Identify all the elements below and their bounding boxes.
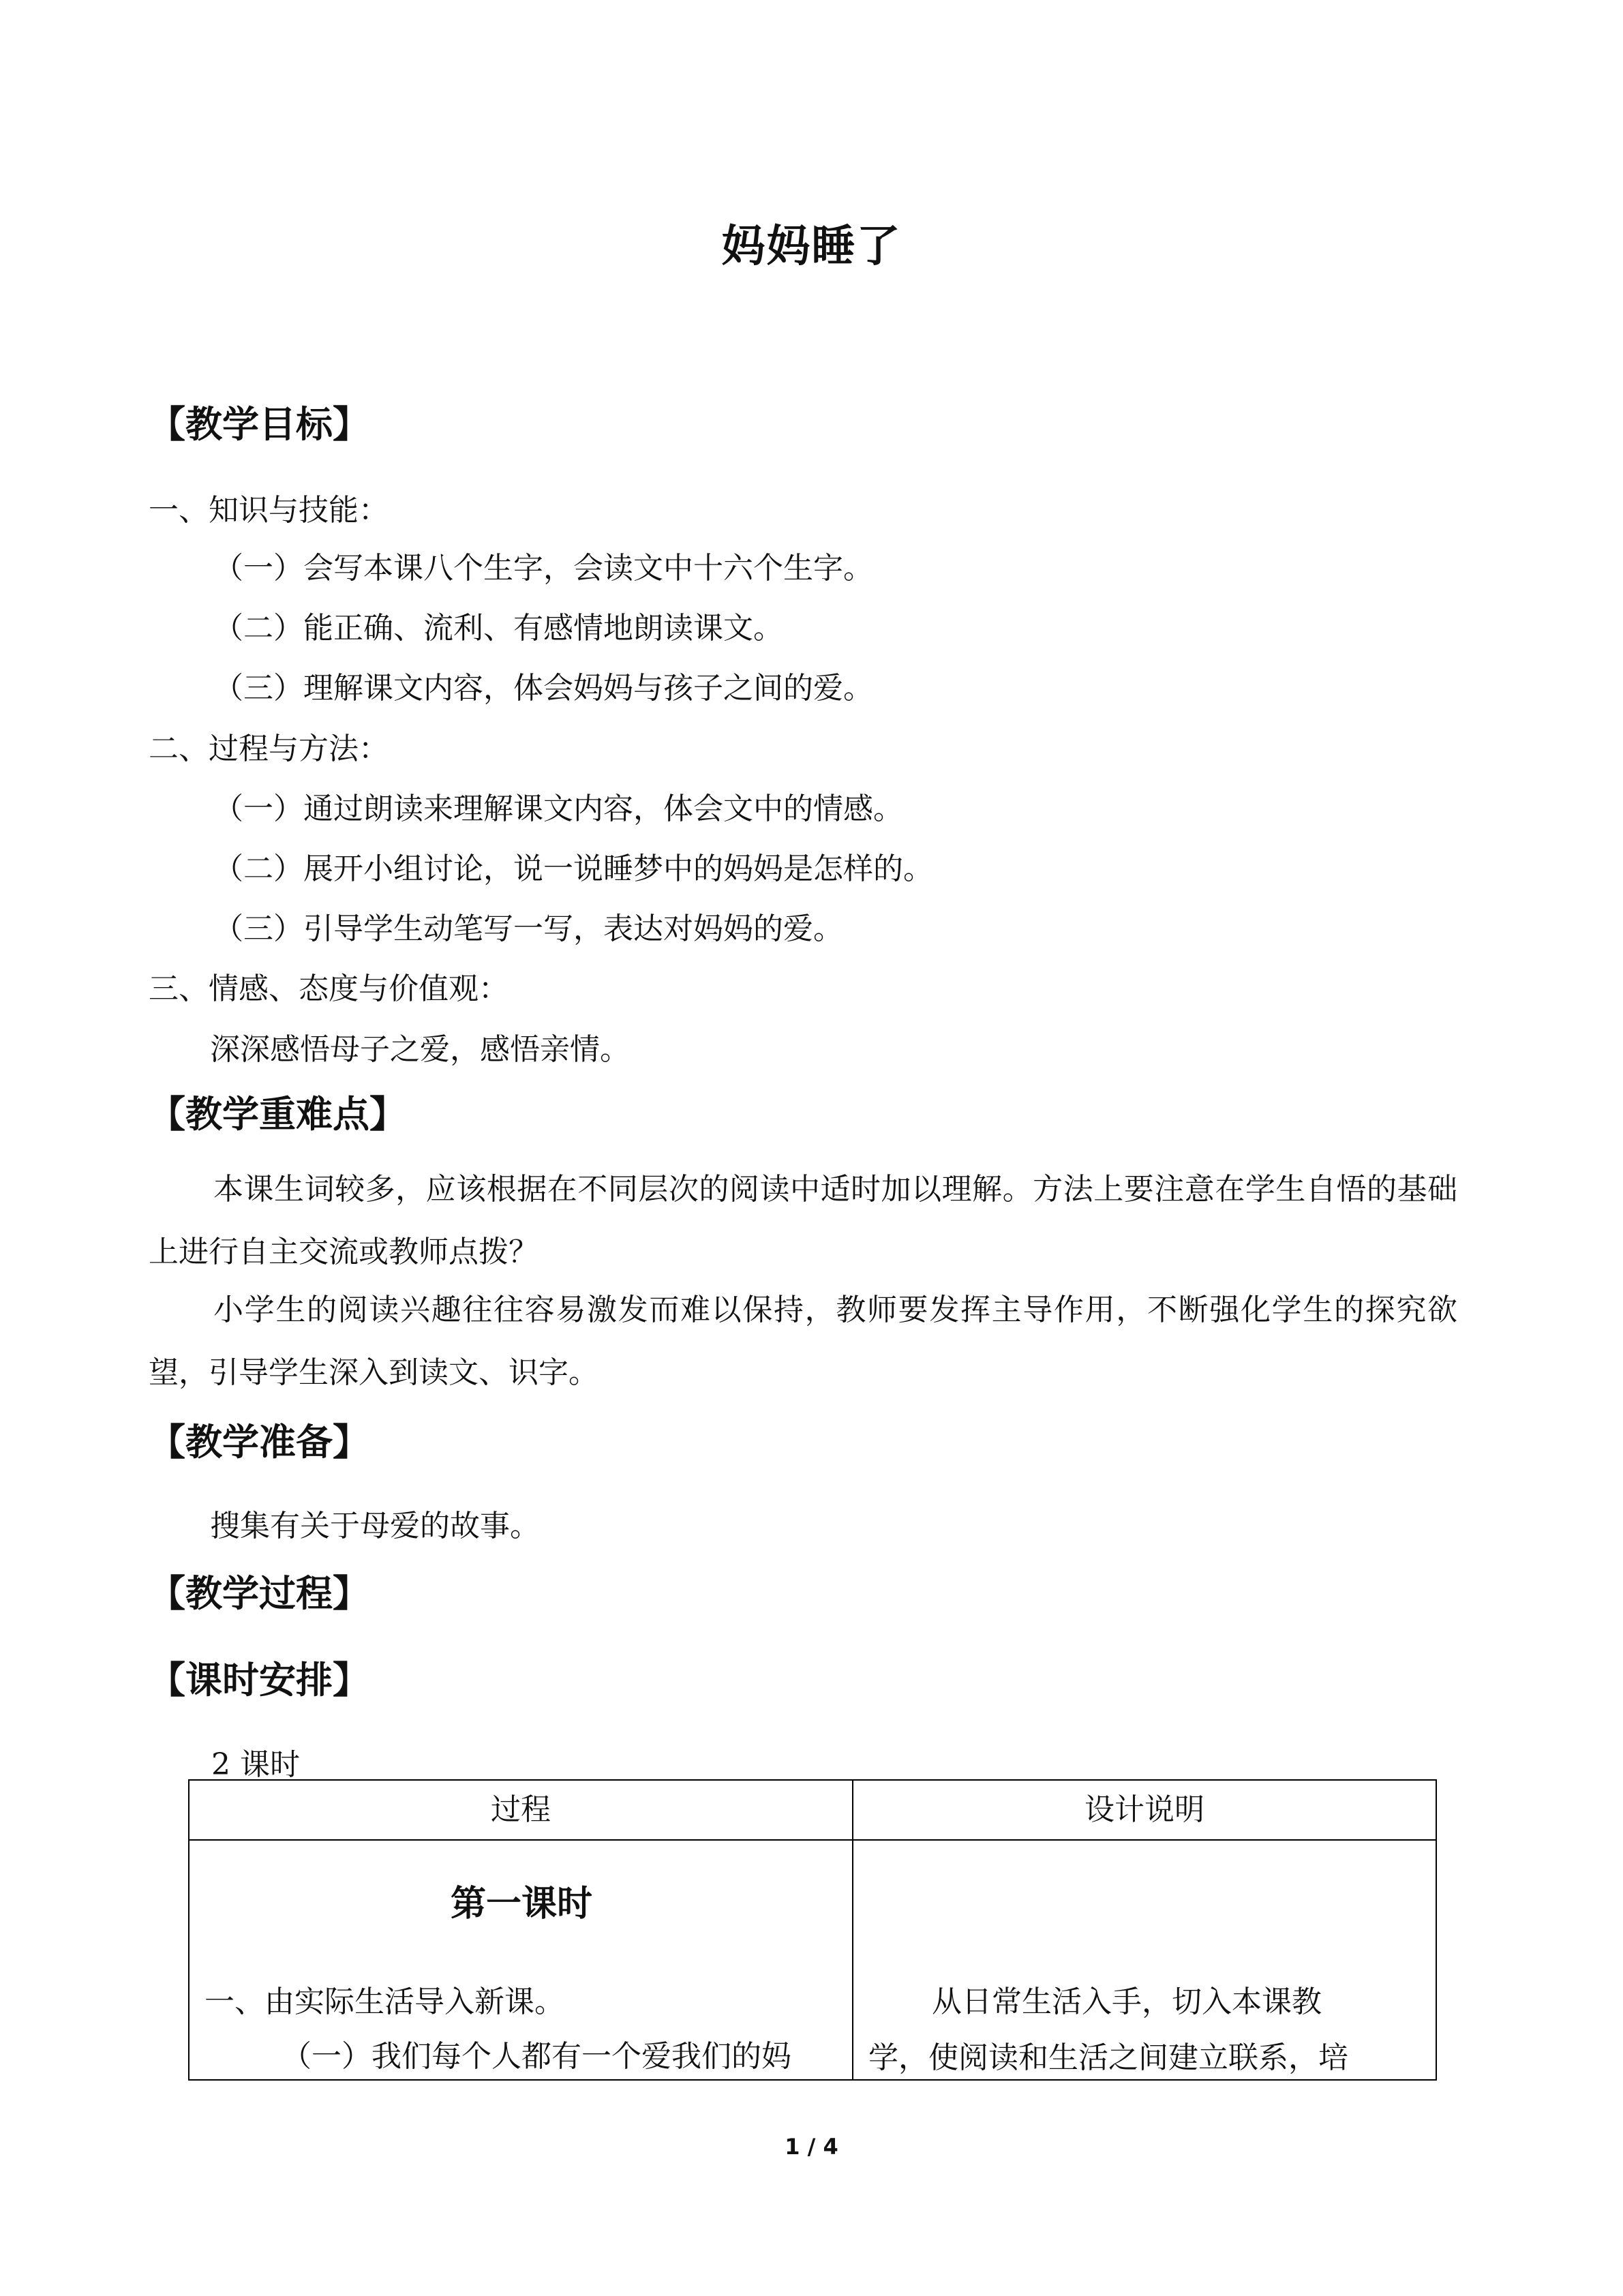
schedule-hours: 2 课时: [211, 1747, 300, 1782]
goal-item: （三）理解课文内容，体会妈妈与孩子之间的爱。: [213, 671, 873, 706]
table-header-row: [189, 1780, 1436, 1840]
process-step: 一、由实际生活导入新课。: [204, 1984, 564, 2019]
table-row: [189, 1840, 1436, 2080]
page-title: 妈妈睡了: [721, 222, 902, 272]
goal-item: （二）能正确、流利、有感情地朗读课文。: [213, 611, 783, 646]
goal-item: （一）通过朗读来理解课文内容，体会文中的情感。: [213, 791, 903, 826]
design-text-line: 从日常生活入手，切入本课教: [932, 1984, 1322, 2019]
process-substep: （一）我们每个人都有一个爱我们的妈: [282, 2039, 791, 2074]
key-points-paragraph: 本课生词较多，应该根据在不同层次的阅读中适时加以理解。方法上要注意在学生自悟的基础上进行自主交流或教师点拨？: [149, 1172, 1457, 1269]
table-header-process: 过程: [189, 1780, 853, 1840]
preparation-text: 搜集有关于母爱的故事。: [210, 1509, 540, 1543]
key-points-paragraph: 小学生的阅读兴趣往往容易激发而难以保持，教师要发挥主导作用，不断强化学生的探究欲望，引导学生深入到读文、识字。: [149, 1293, 1457, 1390]
section-heading-key-points: 【教学重难点】: [149, 1093, 406, 1136]
goal-values-text: 深深感悟母子之爱，感悟亲情。: [210, 1032, 630, 1067]
page-number: 1 / 4: [785, 2134, 838, 2160]
goal-heading-process: 二、过程与方法：: [149, 731, 389, 766]
goal-item: （二）展开小组讨论，说一说睡梦中的妈妈是怎样的。: [213, 851, 933, 886]
design-cell: [853, 1840, 1436, 2080]
goal-item: （三）引导学生动笔写一写，表达对妈妈的爱。: [213, 911, 843, 946]
goal-heading-values: 三、情感、态度与价值观：: [149, 971, 509, 1006]
goal-heading-knowledge: 一、知识与技能：: [149, 493, 389, 528]
design-text-line: 学，使阅读和生活之间建立联系，培: [868, 2040, 1348, 2075]
section-heading-goals: 【教学目标】: [149, 403, 369, 446]
goal-item: （一）会写本课八个生字，会读文中十六个生字。: [213, 551, 873, 586]
lesson-plan-table: [188, 1779, 1437, 2081]
section-heading-preparation: 【教学准备】: [149, 1421, 369, 1464]
lesson-title: 第一课时: [450, 1884, 592, 1924]
section-heading-process: 【教学过程】: [149, 1572, 369, 1615]
process-cell: [189, 1840, 853, 2080]
section-heading-schedule: 【课时安排】: [149, 1659, 369, 1702]
table-header-design: 设计说明: [853, 1780, 1436, 1840]
